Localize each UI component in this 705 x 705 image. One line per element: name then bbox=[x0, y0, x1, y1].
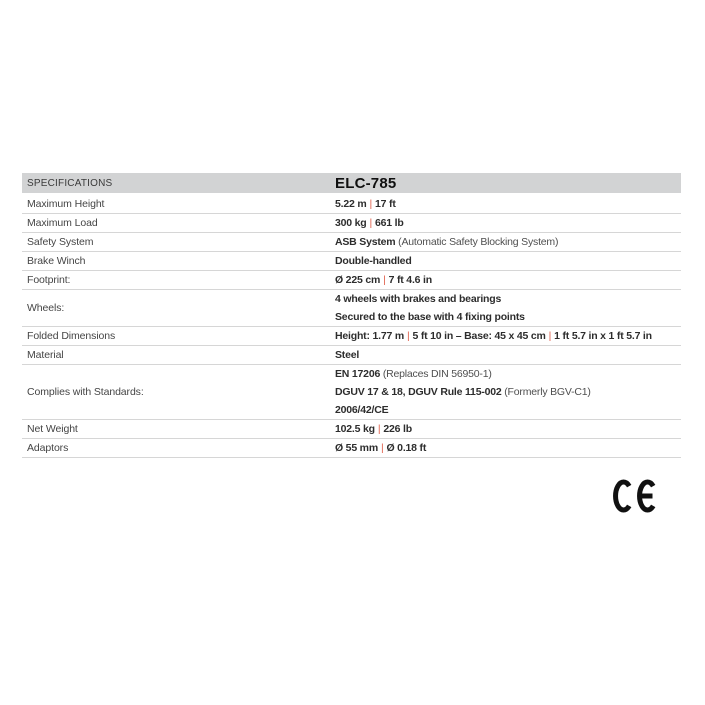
spec-value: 4 wheels with brakes and bearings Secured to the base with 4 fixing points bbox=[335, 293, 525, 323]
spec-value: Double-handled bbox=[335, 255, 412, 267]
spec-value: 5.22 m | 17 ft bbox=[335, 198, 396, 210]
spec-label: Net Weight bbox=[27, 423, 78, 435]
spec-label: Maximum Height bbox=[27, 198, 105, 210]
spec-value: 300 kg | 661 lb bbox=[335, 217, 404, 229]
spec-value: 102.5 kg | 226 lb bbox=[335, 423, 412, 435]
spec-value: ASB System (Automatic Safety Blocking System) bbox=[335, 236, 559, 248]
spec-label: Adaptors bbox=[27, 442, 69, 454]
spec-label: Safety System bbox=[27, 236, 94, 248]
table-row bbox=[22, 420, 681, 439]
spec-label: Brake Winch bbox=[27, 255, 86, 267]
spec-value: Ø 55 mm | Ø 0.18 ft bbox=[335, 442, 427, 454]
value-separator: | bbox=[406, 330, 410, 342]
spec-value: Steel bbox=[335, 349, 360, 361]
spec-table-body bbox=[22, 195, 681, 458]
value-separator: | bbox=[383, 274, 386, 286]
spec-label: Material bbox=[27, 349, 64, 361]
table-row bbox=[22, 346, 681, 365]
table-row bbox=[22, 252, 681, 271]
table-header-title: SPECIFICATIONS bbox=[27, 177, 113, 189]
value-separator: | bbox=[377, 423, 381, 435]
table-row bbox=[22, 365, 681, 420]
value-separator: | bbox=[380, 442, 384, 454]
table-row bbox=[22, 327, 681, 346]
spec-label: Wheels: bbox=[27, 302, 65, 314]
ce-mark-icon bbox=[613, 479, 659, 513]
spec-value: EN 17206 (Replaces DIN 56950-1) DGUV 17 & 18, DGUV Rule 115-002 (Formerly BGV-C1) 2006/42/CE bbox=[335, 368, 591, 416]
spec-value: Height: 1.77 m | 5 ft 10 in – Base: 45 x 45 cm | 1 ft 5.7 in x 1 ft 5.7 in bbox=[335, 330, 652, 342]
table-row bbox=[22, 439, 681, 458]
spec-value: Ø 225 cm | 7 ft 4.6 in bbox=[335, 274, 432, 286]
table-row bbox=[22, 195, 681, 214]
value-separator: | bbox=[369, 198, 373, 210]
spec-label: Folded Dimensions bbox=[27, 330, 116, 342]
table-header bbox=[22, 173, 681, 193]
spec-label: Footprint: bbox=[27, 274, 71, 286]
table-row bbox=[22, 290, 681, 327]
product-model: ELC-785 bbox=[335, 174, 397, 192]
spec-table bbox=[22, 173, 681, 458]
spec-label: Complies with Standards: bbox=[27, 386, 144, 398]
spec-label: Maximum Load bbox=[27, 217, 98, 229]
table-row bbox=[22, 214, 681, 233]
value-separator: | bbox=[369, 217, 373, 229]
table-row bbox=[22, 271, 681, 290]
value-separator: | bbox=[548, 330, 552, 342]
table-row bbox=[22, 233, 681, 252]
